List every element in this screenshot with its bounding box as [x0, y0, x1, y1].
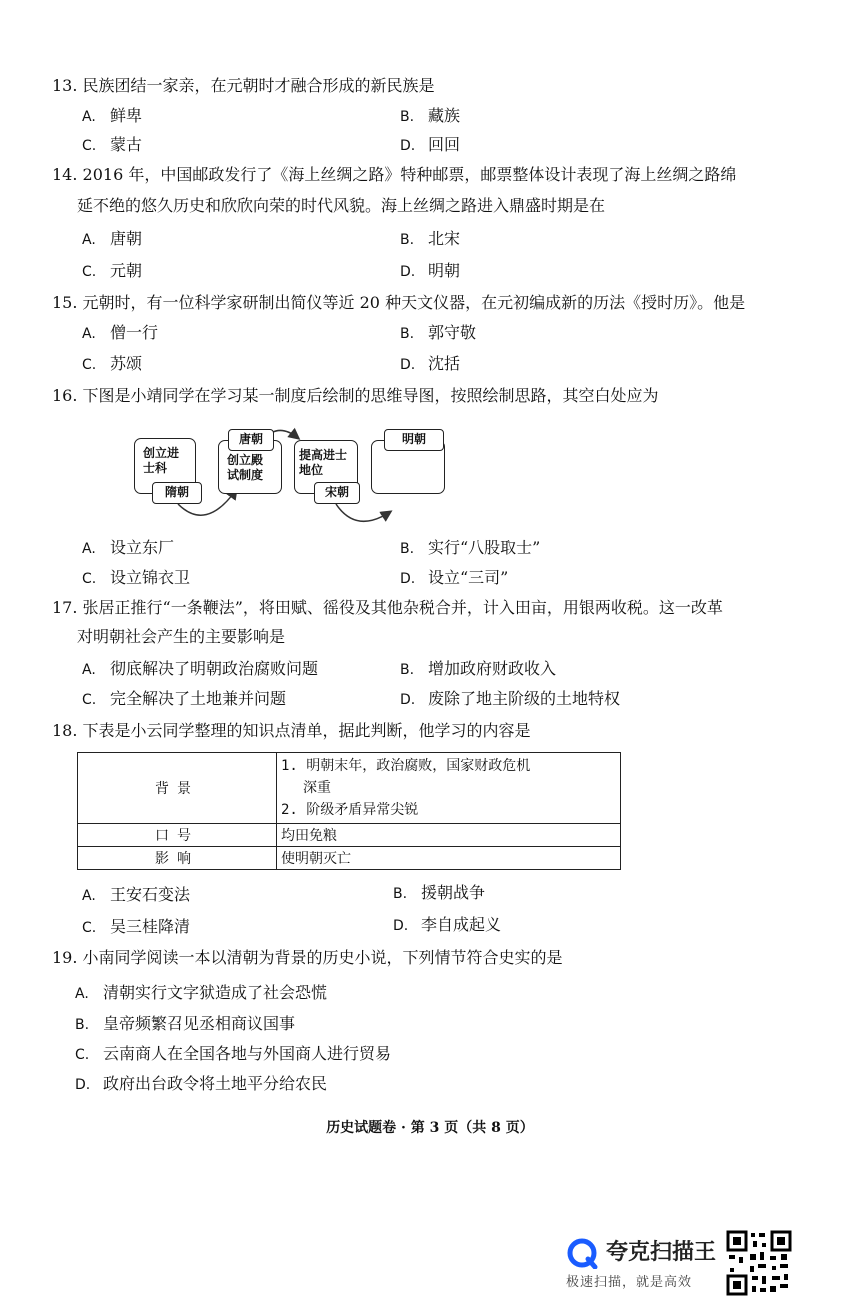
question-13 [52, 75, 435, 97]
map-tag-ming: 明朝 [384, 429, 444, 451]
question-stem-line2: 对明朝社会产生的主要影响是 [77, 627, 286, 646]
question-19 [52, 947, 563, 969]
table-header-cell: 影响 [78, 847, 277, 870]
option-a: A. 鲜卑 [82, 106, 143, 125]
qr-code-icon [726, 1230, 792, 1296]
option-a: A. 设立东厂 [82, 538, 175, 557]
table-row [78, 847, 621, 870]
table-header-cell: 背景 [78, 753, 277, 824]
brand-name: 夸克扫描王 [606, 1240, 717, 1265]
option-b: B. 皇帝频繁召见丞相商议国事 [75, 1014, 296, 1033]
map-box-tang: 创立殿 试制度 [218, 440, 282, 494]
option-b: B. 藏族 [400, 106, 461, 125]
mind-map-diagram [128, 424, 458, 528]
option-d: D. 沈括 [400, 354, 461, 373]
option-c: C. 完全解决了土地兼并问题 [82, 689, 287, 708]
option-c: C. 蒙古 [82, 135, 143, 154]
map-tag-song: 宋朝 [314, 482, 360, 504]
map-box-sui: 创立进 士科 [134, 438, 196, 494]
option-c: C. 苏颂 [82, 354, 143, 373]
option-a: A. 王安石变法 [82, 885, 191, 904]
table-row [78, 824, 621, 847]
option-a: A. 清朝实行文字狱造成了社会恐慌 [75, 983, 328, 1002]
option-d: D. 李自成起义 [393, 915, 502, 934]
table-header-cell: 口号 [78, 824, 277, 847]
option-b: B. 增加政府财政收入 [400, 659, 557, 678]
arrow-3 [336, 504, 390, 521]
option-a: A. 僧一行 [82, 323, 159, 342]
option-d: D. 设立“三司” [400, 568, 509, 587]
option-c: C. 云南商人在全国各地与外国商人进行贸易 [75, 1044, 392, 1063]
option-b: B. 实行“八股取士” [400, 538, 541, 557]
option-d: D. 政府出台政令将土地平分给农民 [75, 1074, 328, 1093]
question-stem: 16. 下图是小靖同学在学习某一制度后绘制的思维导图，按照绘制思路，其空白处应为 [52, 386, 659, 405]
option-a: A. 唐朝 [82, 229, 143, 248]
option-d: D. 废除了地主阶级的土地特权 [400, 689, 621, 708]
question-stem-line1: 14. 2016 年，中国邮政发行了《海上丝绸之路》特种邮票，邮票整体设计表现了海上丝绸之路绵 [52, 165, 737, 184]
question-stem: 15. 元朝时，有一位科学家研制出简仪等近 20 种天文仪器，在元初编成新的历法《授时历》。他是 [52, 293, 746, 312]
question-18 [52, 720, 531, 742]
question-stem: 19. 小南同学阅读一本以清朝为背景的历史小说，下列情节符合史实的是 [52, 948, 563, 967]
question-stem-line2: 延不绝的悠久历史和欣欣向荣的时代风貌。海上丝绸之路进入鼎盛时期是在 [77, 196, 606, 215]
option-c: C. 元朝 [82, 261, 143, 280]
table-cell: 均田免粮 [277, 824, 621, 847]
question-15 [52, 292, 745, 314]
option-d: D. 回回 [400, 135, 461, 154]
option-b: B. 郭守敬 [400, 323, 477, 342]
table-row [78, 753, 621, 824]
question-16 [52, 385, 659, 407]
question-14 [52, 164, 736, 217]
option-b: B. 北宋 [400, 229, 461, 248]
brand-slogan: 极速扫描，就是高效 [566, 1275, 693, 1290]
option-a: A. 彻底解决了明朝政治腐败问题 [82, 659, 319, 678]
map-tag-sui: 隋朝 [152, 482, 202, 504]
map-tag-tang: 唐朝 [228, 429, 274, 451]
question-stem: 18. 下表是小云同学整理的知识点清单，据此判断，他学习的内容是 [52, 721, 531, 740]
question-stem: 13. 民族团结一家亲，在元朝时才融合形成的新民族是 [52, 76, 435, 95]
question-stem-line1: 17. 张居正推行“一条鞭法”，将田赋、徭役及其他杂税合并，计入田亩，用银两收税。这一改革 [52, 598, 723, 617]
option-c: C. 设立锦衣卫 [82, 568, 191, 587]
table-cell: 使明朝灭亡 [277, 847, 621, 870]
page-footer: 历史试题卷 · 第 3 页（共 8 页） [326, 1120, 534, 1136]
map-box-song: 提高进士 地位 [294, 440, 358, 494]
knowledge-table [77, 752, 621, 870]
option-d: D. 明朝 [400, 261, 461, 280]
quark-logo-icon [566, 1237, 598, 1269]
option-c: C. 吴三桂降清 [82, 917, 191, 936]
option-b: B. 援朝战争 [393, 883, 486, 902]
question-17 [52, 597, 723, 648]
table-cell: 1. 明朝末年，政治腐败，国家财政危机 深重 2. 阶级矛盾异常尖锐 [277, 753, 621, 824]
